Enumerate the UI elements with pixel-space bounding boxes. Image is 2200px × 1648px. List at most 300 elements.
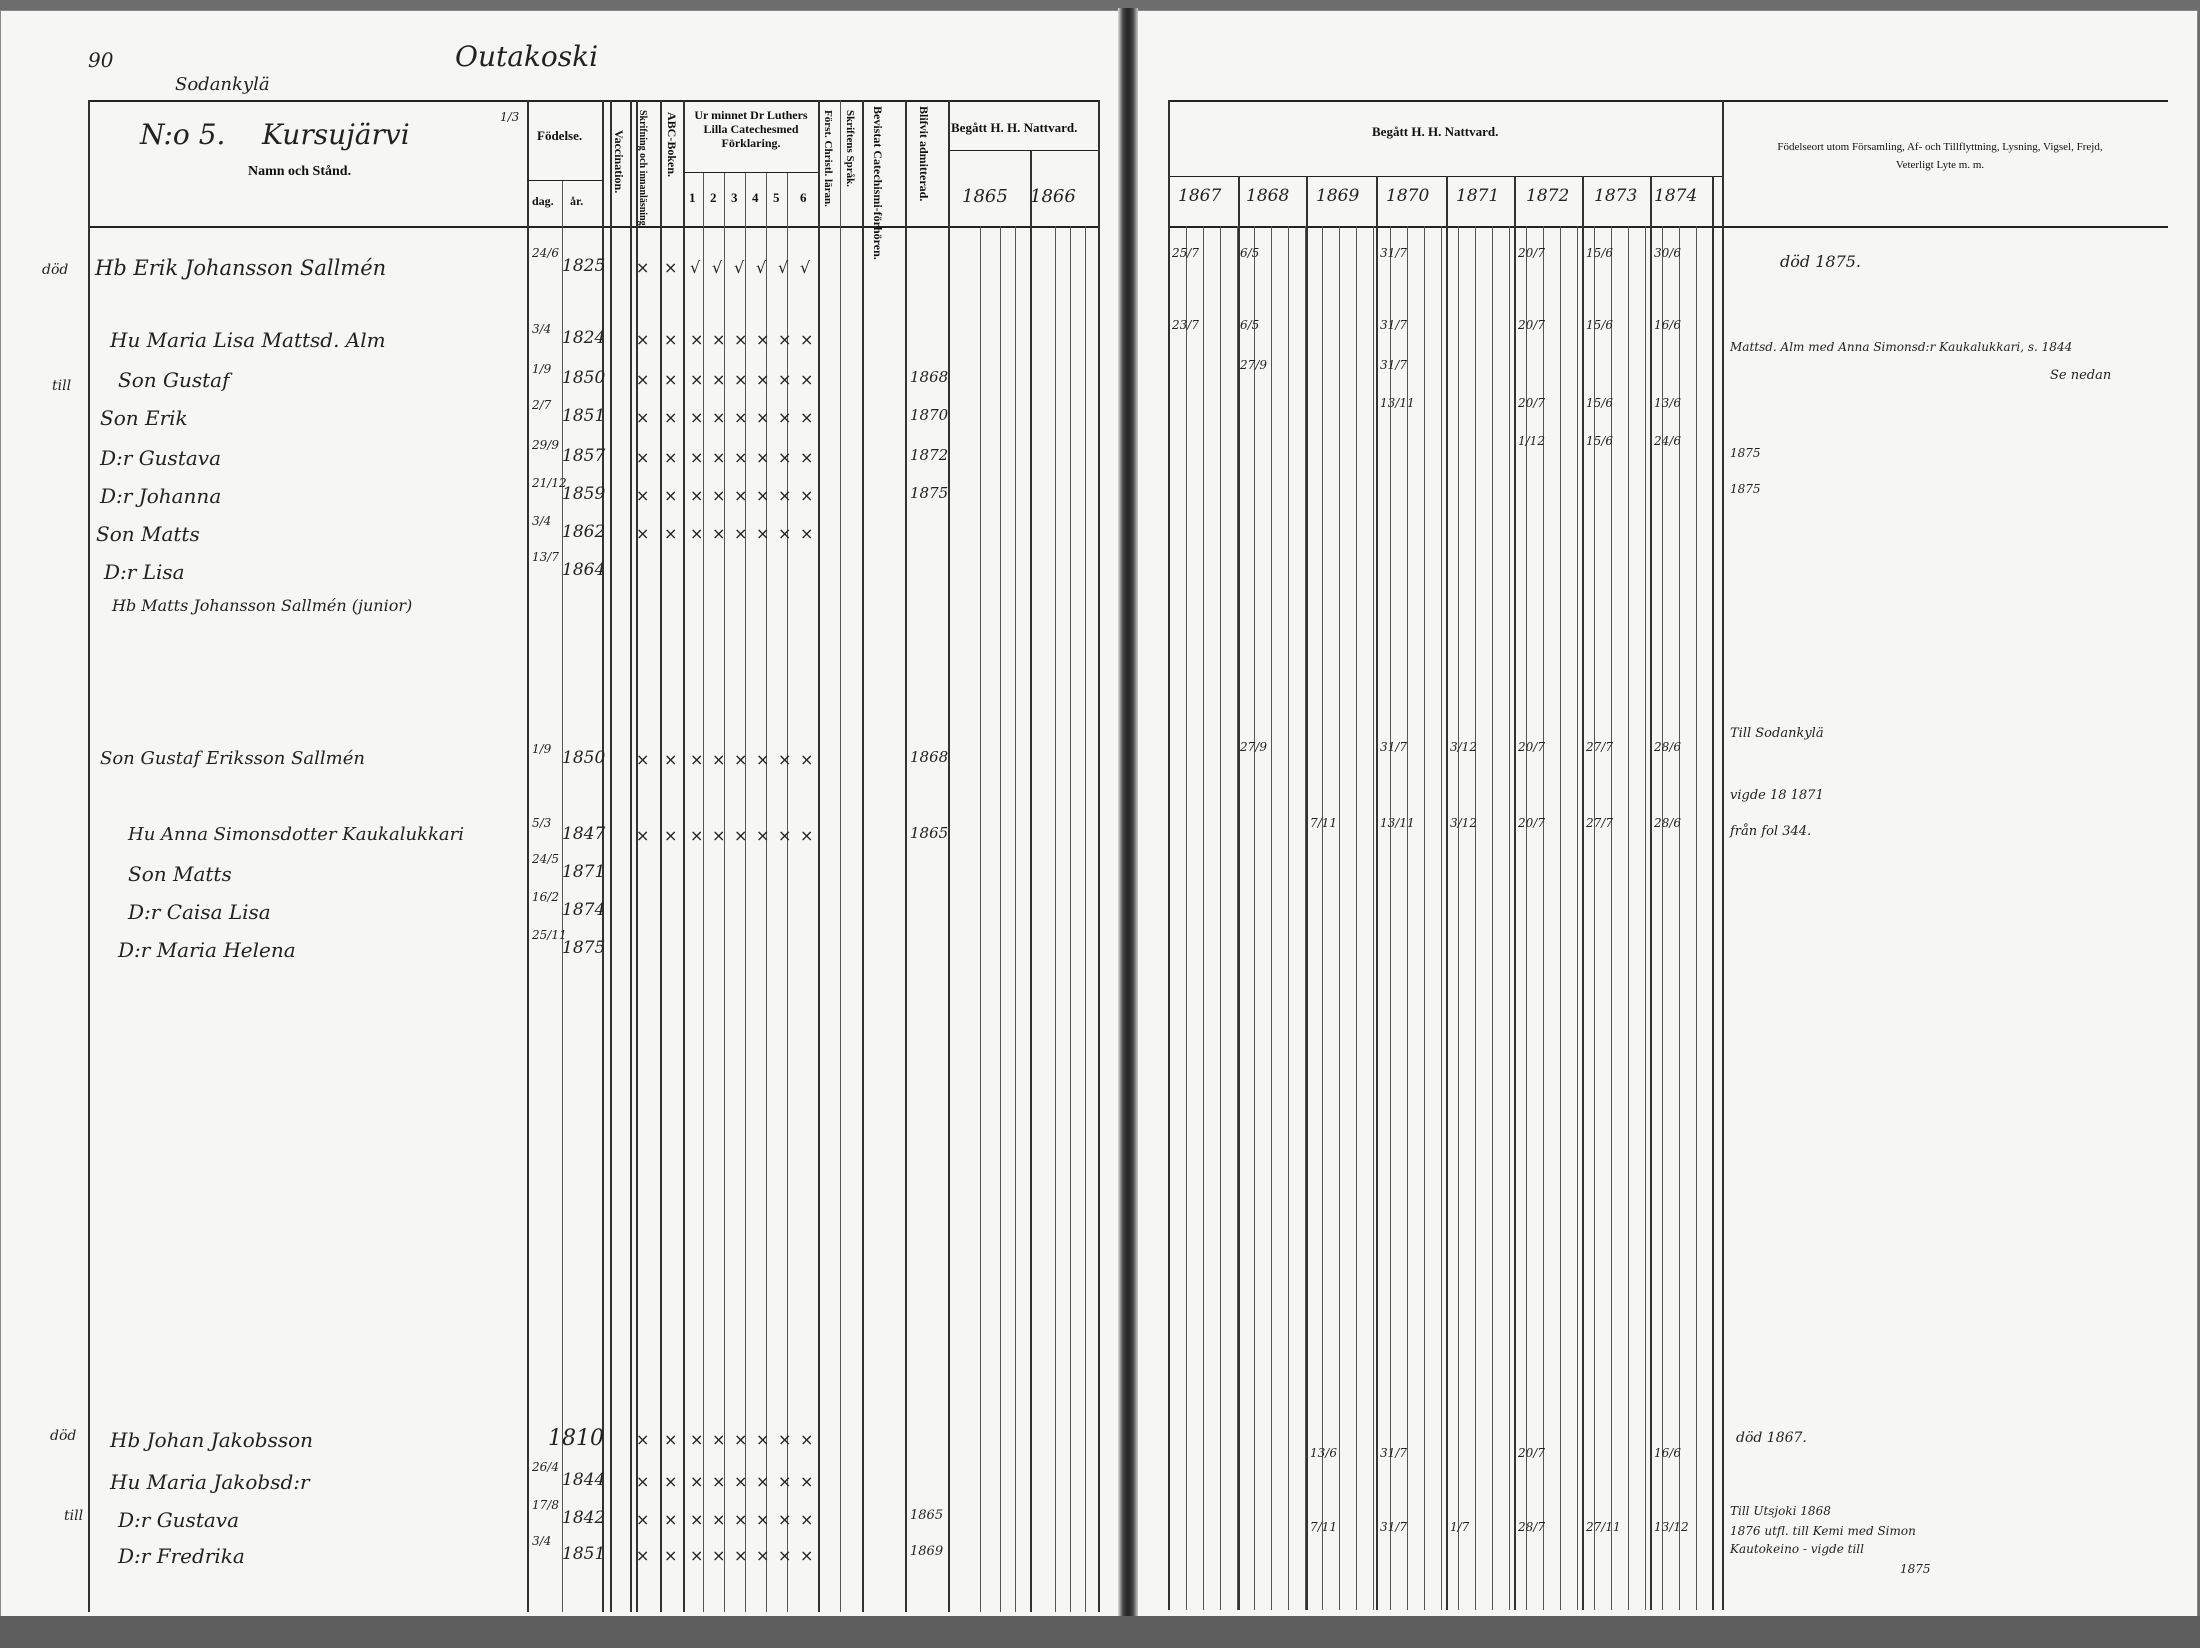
check-mark: √	[690, 258, 701, 277]
birth-day: 24/6	[532, 246, 559, 260]
birth-day: 25/11	[532, 928, 567, 942]
check-mark: ×	[664, 330, 678, 349]
communion-date: 27/7	[1586, 740, 1613, 754]
birth-year: 1859	[562, 484, 606, 504]
check-mark: ×	[800, 486, 814, 505]
sub-col-rule	[1696, 226, 1697, 1610]
communion-date: 16/6	[1654, 1446, 1681, 1460]
communion-date: 25/7	[1172, 246, 1199, 260]
sub-col-rule	[1220, 226, 1221, 1610]
col-rule	[1098, 100, 1100, 1612]
col-rule	[1085, 226, 1086, 1612]
communion-date: 27/9	[1240, 740, 1267, 754]
sub-col-rule	[1254, 226, 1255, 1610]
check-mark: ×	[734, 750, 748, 769]
col-rule	[636, 100, 638, 1612]
check-mark: ×	[800, 750, 814, 769]
check-mark: ×	[800, 448, 814, 467]
sub-col-rule	[1373, 226, 1374, 1610]
check-mark: ×	[778, 370, 792, 389]
sub-col-rule	[1645, 226, 1646, 1610]
col-rule	[840, 100, 841, 1612]
birth-day: 3/4	[532, 514, 552, 528]
person-name: D:r Johanna	[100, 484, 222, 508]
birth-day: 26/4	[532, 1460, 559, 1474]
year-col-rule	[1712, 176, 1714, 1610]
birth-year: 1847	[562, 824, 606, 844]
communion-date: 7/11	[1310, 1520, 1337, 1534]
communion-date: 13/11	[1380, 816, 1415, 830]
right-header-top-rule	[1168, 100, 2168, 102]
check-mark: √	[778, 258, 789, 277]
admitted-year: 1875	[910, 484, 949, 502]
admitted-year: 1868	[910, 368, 949, 386]
birth-year: 1810	[548, 1426, 604, 1451]
check-mark: ×	[664, 750, 678, 769]
sub-col-rule	[1322, 226, 1323, 1610]
communion-date: 15/6	[1586, 396, 1613, 410]
check-mark: ×	[778, 1472, 792, 1491]
header-top-rule	[88, 100, 1098, 102]
col-rule	[602, 100, 604, 1612]
catechism-header: Ur minnet Dr Luthers Lilla Catechesmed Förklaring.	[694, 108, 808, 150]
admitted-year: 1865	[910, 824, 949, 842]
birth-year: 1825	[562, 256, 606, 276]
birth-year: 1874	[562, 900, 606, 920]
person-name: Hu Maria Lisa Mattsd. Alm	[110, 328, 386, 352]
year-1870: 1870	[1386, 186, 1430, 206]
communion-date: 28/6	[1654, 740, 1681, 754]
cat-col-6: 6	[800, 190, 807, 205]
abc-header: ABC-Boken.	[665, 112, 679, 178]
year-col-rule	[1582, 176, 1584, 1610]
check-mark: ×	[636, 750, 650, 769]
birth-day: 1/9	[532, 742, 552, 756]
check-mark: ×	[690, 448, 704, 467]
communion-date: 24/6	[1654, 434, 1681, 448]
communion-date: 13/11	[1380, 396, 1415, 410]
birth-year: 1857	[562, 446, 606, 466]
remark: 1875	[1730, 482, 1761, 496]
check-mark: ×	[734, 448, 748, 467]
check-mark: ×	[636, 1510, 650, 1529]
communion-date: 15/6	[1586, 434, 1613, 448]
person-name: Hb Matts Johansson Sallmén (junior)	[112, 596, 413, 615]
sub-col-rule	[1237, 226, 1238, 1610]
first-christ-header: Först. Christl. läran.	[822, 110, 834, 207]
check-mark: ×	[734, 330, 748, 349]
scan-bottom-edge	[0, 1616, 2200, 1648]
year-col-rule	[1238, 176, 1240, 1610]
check-mark: ×	[664, 1472, 678, 1491]
col-rule	[562, 180, 563, 1612]
check-mark: ×	[778, 486, 792, 505]
check-mark: ×	[778, 1430, 792, 1449]
margin-note: död	[50, 1428, 77, 1444]
check-mark: ×	[756, 370, 770, 389]
check-mark: ×	[734, 1430, 748, 1449]
left-frame-rule	[88, 100, 90, 1612]
check-mark: ×	[778, 408, 792, 427]
admitted-year: 1869	[910, 1544, 944, 1559]
birth-day: 13/7	[532, 550, 559, 564]
check-mark: ×	[636, 524, 650, 543]
check-mark: ×	[712, 750, 726, 769]
check-mark: ×	[664, 1546, 678, 1565]
birth-day: 3/4	[532, 1534, 552, 1548]
check-mark: ×	[712, 1546, 726, 1565]
check-mark: ×	[756, 486, 770, 505]
birth-year: 1844	[562, 1470, 606, 1490]
year-1869: 1869	[1316, 186, 1360, 206]
communion-date: 13/12	[1654, 1520, 1689, 1534]
remark: död 1867.	[1736, 1430, 1807, 1446]
person-name: Hu Anna Simonsdotter Kaukalukkari	[128, 824, 464, 845]
farm-name: Kursujärvi	[262, 118, 410, 151]
check-mark: ×	[636, 486, 650, 505]
check-mark: ×	[734, 486, 748, 505]
communion-date: 28/6	[1654, 816, 1681, 830]
remark: Mattsd. Alm med Anna Simonsd:r Kaukalukkari, s. 1844	[1730, 340, 2073, 354]
sub-col-rule	[1339, 226, 1340, 1610]
col-rule	[905, 100, 907, 1612]
check-mark: ×	[690, 1546, 704, 1565]
check-mark: ×	[664, 370, 678, 389]
col-rule	[610, 100, 612, 1612]
sub-col-rule	[1628, 226, 1629, 1610]
sub-col-rule	[1509, 226, 1510, 1610]
col-rule	[818, 100, 820, 1612]
scripture-header: Skriftens Språk.	[844, 110, 856, 188]
check-mark: ×	[690, 1510, 704, 1529]
book-gutter	[1118, 8, 1138, 1628]
check-mark: ×	[712, 408, 726, 427]
communion-date: 31/7	[1380, 358, 1407, 372]
check-mark: ×	[712, 330, 726, 349]
right-header-mid-rule	[1168, 176, 1722, 177]
person-name: Son Matts	[128, 862, 232, 886]
check-mark: ×	[800, 330, 814, 349]
communion-date: 31/7	[1380, 318, 1407, 332]
year-1873: 1873	[1594, 186, 1638, 206]
col-rule	[1015, 226, 1016, 1612]
check-mark: ×	[636, 448, 650, 467]
check-mark: ×	[636, 1430, 650, 1449]
check-mark: ×	[636, 330, 650, 349]
check-mark: ×	[800, 370, 814, 389]
check-mark: √	[756, 258, 767, 277]
check-mark: ×	[778, 448, 792, 467]
person-name: D:r Fredrika	[118, 1544, 245, 1568]
check-mark: ×	[734, 1510, 748, 1529]
sub-col-rule	[1475, 226, 1476, 1610]
header-bottom-rule	[88, 226, 1098, 228]
col-rule	[862, 100, 864, 1612]
communion-date: 1/7	[1450, 1520, 1470, 1534]
check-mark: ×	[756, 1472, 770, 1491]
right-frame-rule	[1168, 100, 1170, 1610]
admitted-header: Blifvit admitterad.	[917, 106, 931, 202]
check-mark: ×	[690, 524, 704, 543]
check-mark: ×	[756, 1430, 770, 1449]
year-col-rule	[1514, 176, 1516, 1610]
reading-header: Skrifning och innanläsning.	[637, 110, 648, 229]
birth-year: 1862	[562, 522, 606, 542]
remark: från fol 344.	[1730, 824, 1812, 839]
check-mark: ×	[756, 1546, 770, 1565]
communion-date: 31/7	[1380, 1446, 1407, 1460]
remarks-header: Födelseort utom Församling, Af- och Tillflyttning, Lysning, Vigsel, Frejd, Veterligt Lyte m. m.	[1777, 141, 2103, 171]
year-1871: 1871	[1456, 186, 1500, 206]
margin-note: till	[52, 378, 72, 394]
communion-date: 3/12	[1450, 740, 1477, 754]
check-mark: ×	[636, 258, 650, 277]
check-mark: ×	[690, 408, 704, 427]
sub-col-rule	[1356, 226, 1357, 1610]
person-name: D:r Gustava	[118, 1508, 239, 1532]
check-mark: ×	[800, 1546, 814, 1565]
person-name: Hb Erik Johansson Sallmén	[95, 256, 387, 280]
birth-day: 5/3	[532, 816, 552, 830]
year-1866: 1866	[1030, 186, 1076, 207]
check-mark: ×	[664, 258, 678, 277]
check-mark: ×	[636, 826, 650, 845]
person-name: D:r Maria Helena	[118, 938, 296, 962]
communion-date: 31/7	[1380, 246, 1407, 260]
check-mark: ×	[712, 1472, 726, 1491]
birth-year: 1842	[562, 1508, 606, 1528]
birth-header: Födelse.	[537, 128, 583, 143]
communion-date: 28/7	[1518, 1520, 1545, 1534]
check-mark: ×	[756, 330, 770, 349]
check-mark: ×	[712, 1430, 726, 1449]
sub-rule	[527, 180, 603, 181]
communion-date: 31/7	[1380, 740, 1407, 754]
sub-col-rule	[1492, 226, 1493, 1610]
communion-date: 27/11	[1586, 1520, 1621, 1534]
sub-col-rule	[1577, 226, 1578, 1610]
remark: 1875	[1730, 446, 1761, 460]
check-mark: ×	[734, 408, 748, 427]
check-mark: √	[734, 258, 745, 277]
communion-date: 20/7	[1518, 396, 1545, 410]
year-col-rule	[1376, 176, 1378, 1610]
communion-date: 6/5	[1240, 318, 1260, 332]
birth-day: 1/9	[532, 362, 552, 376]
check-mark: ×	[712, 826, 726, 845]
admitted-year: 1868	[910, 748, 949, 766]
check-mark: ×	[800, 408, 814, 427]
communion-date: 31/7	[1380, 1520, 1407, 1534]
check-mark: ×	[690, 330, 704, 349]
check-mark: ×	[664, 524, 678, 543]
check-mark: ×	[734, 524, 748, 543]
cat-col-5: 5	[773, 190, 780, 205]
birth-year: 1851	[562, 1544, 606, 1564]
remark: 1875	[1900, 1562, 1931, 1576]
sub-col-rule	[1288, 226, 1289, 1610]
communion-date: 15/6	[1586, 318, 1613, 332]
communion-header-right: Begått H. H. Nattvard.	[1372, 124, 1499, 139]
cat-col-1: 1	[689, 190, 696, 205]
check-mark: ×	[712, 524, 726, 543]
check-mark: ×	[712, 486, 726, 505]
check-mark: ×	[712, 448, 726, 467]
check-mark: ×	[756, 826, 770, 845]
check-mark: ×	[636, 1472, 650, 1491]
year-1865: 1865	[962, 186, 1008, 207]
check-mark: ×	[690, 370, 704, 389]
birth-day: 16/2	[532, 890, 559, 904]
admitted-year: 1865	[910, 1508, 944, 1523]
col-rule	[630, 100, 632, 1612]
col-rule	[660, 100, 662, 1612]
sub-col-rule	[1305, 226, 1306, 1610]
birth-year: 1850	[562, 748, 606, 768]
check-mark: ×	[636, 370, 650, 389]
sub-rule	[948, 150, 1098, 151]
check-mark: ×	[636, 408, 650, 427]
person-name: Son Matts	[96, 522, 200, 546]
sub-col-rule	[1458, 226, 1459, 1610]
person-name: D:r Lisa	[104, 560, 185, 584]
check-mark: ×	[778, 1546, 792, 1565]
check-mark: ×	[778, 1510, 792, 1529]
check-mark: √	[800, 258, 811, 277]
sub-col-rule	[1441, 226, 1442, 1610]
cat-col-2: 2	[710, 190, 717, 205]
communion-date: 13/6	[1310, 1446, 1337, 1460]
birth-day: 2/7	[532, 398, 552, 412]
birth-day: 29/9	[532, 438, 559, 452]
communion-date: 30/6	[1654, 246, 1681, 260]
person-name: Hb Johan Jakobsson	[110, 1428, 314, 1452]
birth-year: 1824	[562, 328, 606, 348]
communion-date: 3/12	[1450, 816, 1477, 830]
sub-col-rule	[1424, 226, 1425, 1610]
year-1867: 1867	[1178, 186, 1222, 206]
check-mark: ×	[734, 1546, 748, 1565]
communion-date: 20/7	[1518, 816, 1545, 830]
communion-date: 15/6	[1586, 246, 1613, 260]
check-mark: ×	[712, 1510, 726, 1529]
check-mark: ×	[756, 448, 770, 467]
sub-rule	[683, 172, 818, 173]
birth-year: 1864	[562, 560, 606, 580]
check-mark: ×	[800, 1430, 814, 1449]
year-col-rule	[1650, 176, 1652, 1610]
birth-year: 1875	[562, 938, 606, 958]
col-rule	[948, 100, 950, 1612]
check-mark: ×	[756, 1510, 770, 1529]
birth-day: 17/8	[532, 1498, 559, 1512]
check-mark: ×	[664, 408, 678, 427]
communion-date: 16/6	[1654, 318, 1681, 332]
col-rule	[1030, 150, 1032, 1612]
communion-date: 20/7	[1518, 1446, 1545, 1460]
admitted-year: 1872	[910, 446, 949, 464]
year-1874: 1874	[1654, 186, 1698, 206]
birth-year-header: år.	[570, 194, 584, 208]
birth-day: 3/4	[532, 322, 552, 336]
col-rule	[1070, 226, 1071, 1612]
check-mark: ×	[778, 750, 792, 769]
margin-note: till	[64, 1508, 84, 1524]
person-name: D:r Caisa Lisa	[128, 900, 271, 924]
check-mark: ×	[664, 486, 678, 505]
birth-year: 1851	[562, 406, 606, 426]
col-rule	[1000, 226, 1001, 1612]
remarks-frame-rule	[1722, 100, 1724, 1610]
check-mark: ×	[756, 408, 770, 427]
parish-note: Sodankylä	[175, 74, 270, 95]
check-mark: ×	[664, 448, 678, 467]
birth-day: 24/5	[532, 852, 559, 866]
sub-col-rule	[1390, 226, 1391, 1610]
village-header: Outakoski	[455, 40, 599, 73]
sub-col-rule	[1407, 226, 1408, 1610]
cat-hearing-header: Bevistat Catechismi-förhören.	[871, 106, 885, 260]
check-mark: ×	[800, 1510, 814, 1529]
check-mark: ×	[800, 826, 814, 845]
cat-col-3: 3	[731, 190, 738, 205]
check-mark: ×	[636, 1546, 650, 1565]
remark: Kautokeino - vigde till	[1730, 1542, 1864, 1556]
vaccination-header: Vaccination.	[612, 130, 626, 194]
remark: vigde 18 1871	[1730, 788, 1824, 803]
communion-date: 20/7	[1518, 246, 1545, 260]
communion-date: 20/7	[1518, 740, 1545, 754]
check-mark: ×	[778, 524, 792, 543]
year-col-rule	[1306, 176, 1308, 1610]
birth-day: 21/12	[532, 476, 567, 490]
person-name: Son Erik	[100, 406, 188, 430]
check-mark: ×	[664, 826, 678, 845]
margin-note: död	[42, 262, 69, 278]
col-rule	[683, 100, 685, 1612]
communion-header-left: Begått H. H. Nattvard.	[951, 120, 1078, 135]
person-name: D:r Gustava	[100, 446, 221, 470]
col-rule	[527, 100, 529, 1612]
year-1868: 1868	[1246, 186, 1290, 206]
check-mark: ×	[778, 826, 792, 845]
communion-date: 6/5	[1240, 246, 1260, 260]
remark: Se nedan	[2050, 368, 2112, 383]
check-mark: √	[712, 258, 723, 277]
check-mark: ×	[800, 1472, 814, 1491]
communion-date: 13/6	[1654, 396, 1681, 410]
birth-year: 1871	[562, 862, 606, 882]
check-mark: ×	[664, 1510, 678, 1529]
birth-year: 1850	[562, 368, 606, 388]
communion-date: 27/9	[1240, 358, 1267, 372]
check-mark: ×	[664, 1430, 678, 1449]
fraction: 1/3	[500, 110, 520, 124]
check-mark: ×	[756, 524, 770, 543]
check-mark: ×	[734, 370, 748, 389]
communion-date: 1/12	[1518, 434, 1545, 448]
sub-col-rule	[1271, 226, 1272, 1610]
page-number: 90	[88, 48, 114, 72]
birth-day-header: dag.	[532, 194, 554, 208]
check-mark: ×	[734, 826, 748, 845]
communion-date: 20/7	[1518, 318, 1545, 332]
person-name: Hu Maria Jakobsd:r	[110, 1470, 310, 1494]
person-name: Son Gustaf Eriksson Sallmén	[100, 748, 365, 769]
communion-date: 7/11	[1310, 816, 1337, 830]
remark: död 1875.	[1780, 252, 1862, 271]
check-mark: ×	[778, 330, 792, 349]
